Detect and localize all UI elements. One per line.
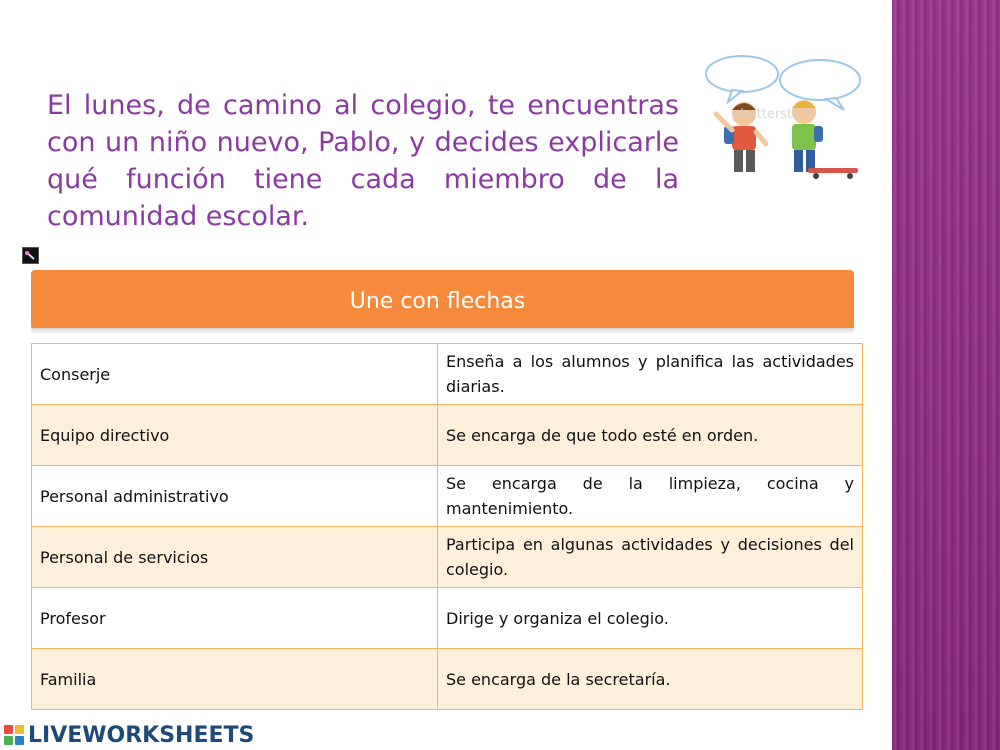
watermark-text: shutterstock [733,107,815,122]
table-row [32,466,863,527]
logo-text: LIVEWORKSHEETS [28,722,255,748]
table-row [32,344,863,405]
description-cell[interactable]: Enseña a los alumnos y planifica las actividades diarias. [438,344,863,405]
description-cell[interactable]: Se encarga de que todo esté en orden. [438,405,863,466]
intro-paragraph: El lunes, de camino al colegio, te encuentras con un niño nuevo, Pablo, y decides explicarle qué función tiene cada miembro de la comunidad escolar. [47,90,679,232]
matching-table [31,343,863,710]
term-cell[interactable]: Familia [32,649,438,710]
instruction-banner [31,270,854,328]
decorative-side-panel [892,0,1000,750]
liveworksheets-logo[interactable] [4,722,254,748]
term-cell[interactable]: Equipo directivo [32,405,438,466]
term-cell[interactable]: Conserje [32,344,438,405]
table-row [32,588,863,649]
term-cell[interactable]: Personal de servicios [32,527,438,588]
description-cell[interactable]: Participa en algunas actividades y decisiones del colegio. [438,527,863,588]
media-icon [22,247,39,264]
table-row [32,405,863,466]
logo-icon [4,725,26,745]
description-cell[interactable]: Dirige y organiza el colegio. [438,588,863,649]
table-row [32,649,863,710]
children-illustration [702,52,867,182]
term-cell[interactable]: Personal administrativo [32,466,438,527]
banner-title: Une con flechas [349,288,526,314]
table-row [32,527,863,588]
term-cell[interactable]: Profesor [32,588,438,649]
description-cell[interactable]: Se encarga de la secretaría. [438,649,863,710]
description-cell[interactable]: Se encarga de la limpieza, cocina y mantenimiento. [438,466,863,527]
